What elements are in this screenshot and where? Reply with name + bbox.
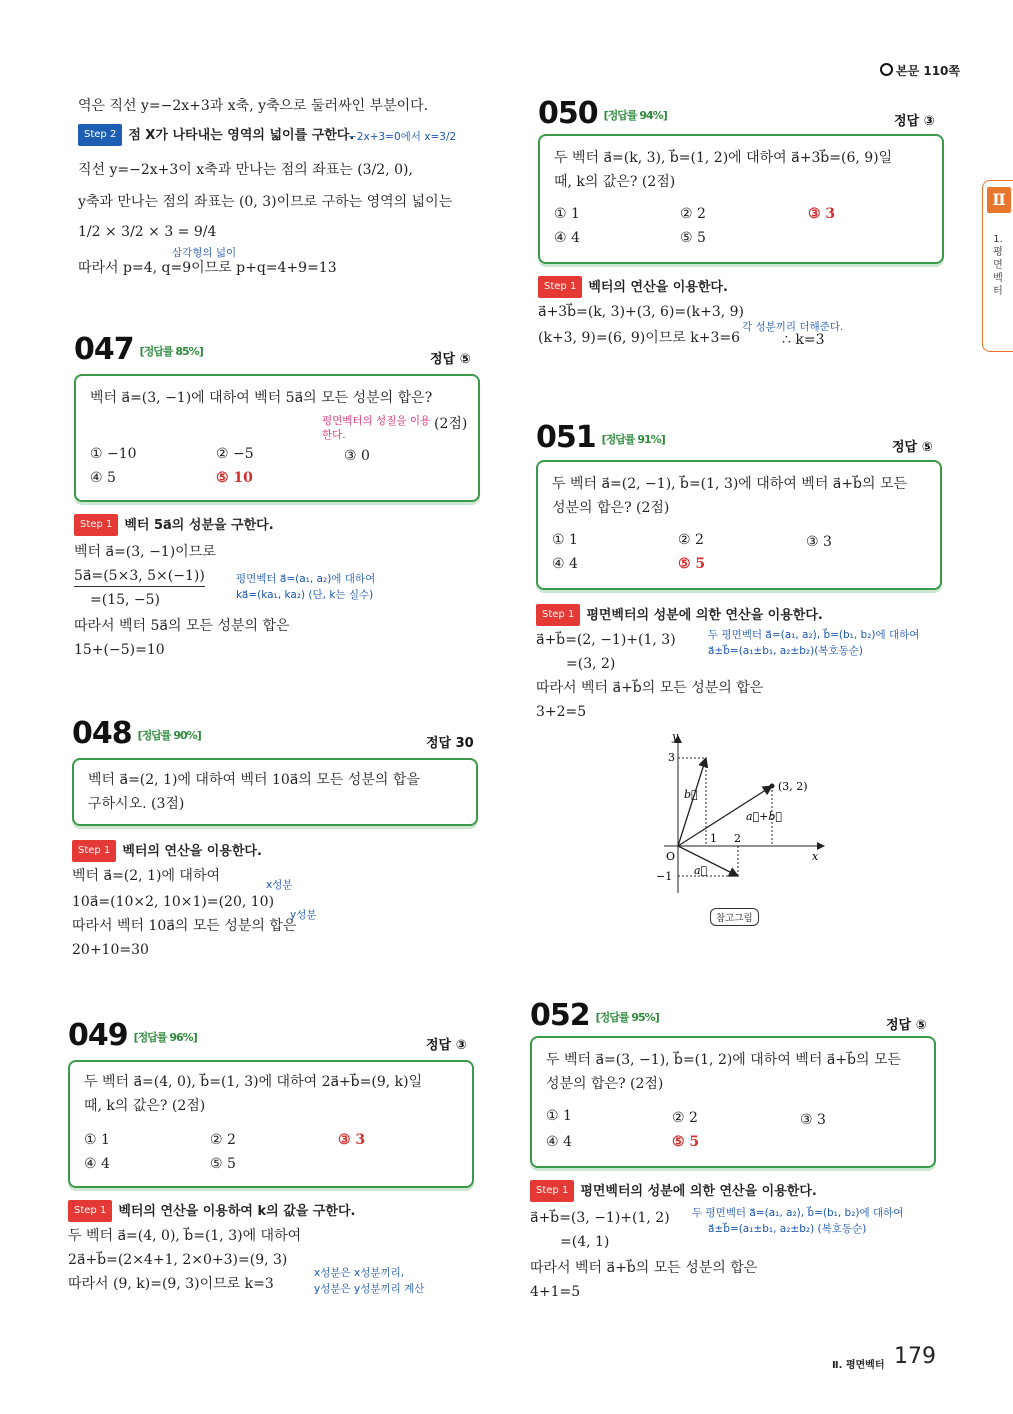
step-row xyxy=(530,1180,817,1202)
step-text: 평면벡터의 성분에 의한 연산을 이용한다. xyxy=(580,1184,817,1199)
step-text: 벡터의 연산을 이용하여 k의 값을 구한다. xyxy=(118,1204,356,1219)
step-row xyxy=(538,276,728,298)
question-text-2: 성분의 합은? (2점) xyxy=(546,1076,664,1092)
step-badge: Step 1 xyxy=(530,1180,574,1202)
question-text-1: 두 벡터 a⃗=(4, 0), b⃗=(1, 3)에 대하여 2a⃗+b⃗=(9, k)일 xyxy=(84,1074,423,1090)
sol-line2b: ∴ k=3 xyxy=(782,332,825,348)
point-3-2 xyxy=(770,784,775,789)
question-text-2: 구하시오. (3점) xyxy=(88,796,185,812)
tl-line4: 1/2 × 3/2 × 3 = 9/4 xyxy=(78,224,217,240)
vector-b xyxy=(678,758,706,846)
sol-line5: 15+(−5)=10 xyxy=(74,642,165,658)
choice-2[interactable]: ② 2 xyxy=(672,1110,698,1126)
correct-rate: [정답률 96%] xyxy=(133,1030,197,1044)
tick-2: 2 xyxy=(734,832,741,845)
label-x: x xyxy=(812,850,819,863)
sol-line1: a⃗+b⃗=(2, −1)+(1, 3) xyxy=(536,632,676,648)
sol-line3: 따라서 벡터 10a⃗의 모든 성분의 합은 xyxy=(72,918,297,934)
step-badge: Step 1 xyxy=(538,276,582,298)
choice-2[interactable]: ② 2 xyxy=(680,206,706,222)
choice-5[interactable]: ⑤ 5 xyxy=(680,230,706,246)
sol-line4: 4+1=5 xyxy=(530,1284,581,1300)
question-text-2: 때, k의 값은? (2점) xyxy=(84,1098,206,1114)
sol-line2: =(4, 1) xyxy=(560,1234,610,1250)
step-text: 벡터의 연산을 이용한다. xyxy=(122,844,262,859)
correct-rate: [정답률 95%] xyxy=(595,1010,659,1024)
vector-a xyxy=(678,846,738,876)
tl-line4-note: 삼각형의 넓이 xyxy=(172,247,237,259)
answer: 정답 ⑤ xyxy=(430,352,471,367)
question-text-1: 두 벡터 a⃗=(2, −1), b⃗=(1, 3)에 대하여 벡터 a⃗+b⃗의 모든 xyxy=(552,476,908,492)
sol-note1: x성분은 x성분끼리, xyxy=(314,1267,405,1279)
choice-4[interactable]: ④ 4 xyxy=(84,1156,110,1172)
sol-line2: 2a⃗+b⃗=(2×4+1, 2×0+3)=(9, 3) xyxy=(68,1252,288,1268)
choice-5-correct[interactable]: ⑤ 5 xyxy=(672,1134,700,1150)
question-text-1: 벡터 a⃗=(2, 1)에 대하여 벡터 10a⃗의 모든 성분의 합을 xyxy=(88,772,420,788)
step-row xyxy=(536,604,823,626)
chapter-roman: Ⅱ xyxy=(987,187,1011,213)
chapter-side-tab[interactable] xyxy=(982,180,1013,352)
correct-rate: [정답률 91%] xyxy=(601,432,665,446)
sol-line1: 벡터 a⃗=(2, 1)에 대하여 xyxy=(72,868,220,884)
sol-note2: y성분은 y성분끼리 계산 xyxy=(314,1283,425,1295)
question-points: (2점) xyxy=(434,416,468,432)
choice-1[interactable]: ① 1 xyxy=(84,1132,110,1148)
chapter-vertical-text: 1. 평면벡터 xyxy=(993,234,1003,297)
tl-step2 xyxy=(78,124,354,146)
question-box xyxy=(536,460,942,590)
question-box xyxy=(74,374,480,502)
question-number: 050 [정답률 94%] xyxy=(538,96,667,131)
question-text-1: 두 벡터 a⃗=(k, 3), b⃗=(1, 2)에 대하여 a⃗+3b⃗=(6, 9)일 xyxy=(554,150,893,166)
sol-line2: 10a⃗=(10×2, 10×1)=(20, 10) xyxy=(72,894,275,910)
choice-3-correct[interactable]: ③ 3 xyxy=(808,206,836,222)
choice-5-correct[interactable]: ⑤ 5 xyxy=(678,556,706,572)
reference-figure xyxy=(644,728,844,898)
choice-3[interactable]: ③ 3 xyxy=(800,1112,826,1128)
choice-1[interactable]: ① −10 xyxy=(90,446,137,462)
question-box xyxy=(530,1036,936,1168)
sol-line3: 따라서 벡터 a⃗+b⃗의 모든 성분의 합은 xyxy=(530,1260,758,1276)
sol-note1: 두 평면벡터 a⃗=(a₁, a₂), b⃗=(b₁, b₂)에 대하여 xyxy=(692,1207,904,1219)
hint-note: 평면벡터의 성질을 이용한다. xyxy=(322,415,431,441)
tl-line2: 직선 y=−2x+3이 x축과 만나는 점의 좌표는 (3/2, 0), xyxy=(78,162,413,178)
tick-1: 1 xyxy=(710,832,717,845)
question-number: 049 [정답률 96%] xyxy=(68,1018,197,1053)
label-origin: O xyxy=(666,850,676,863)
note-y-component: y성분 xyxy=(290,909,317,921)
choice-1[interactable]: ① 1 xyxy=(554,206,580,222)
tick-3: 3 xyxy=(668,751,675,764)
tl-step-note: −2x+3=0에서 x=3/2 xyxy=(348,131,457,143)
sol-line2: =(3, 2) xyxy=(566,656,616,672)
answer: 정답 30 xyxy=(426,736,474,751)
choice-4[interactable]: ④ 4 xyxy=(546,1134,572,1150)
label-vec-b: b⃗ xyxy=(684,788,698,801)
choice-3[interactable]: ③ 3 xyxy=(806,534,832,550)
correct-rate: [정답률 94%] xyxy=(603,108,667,122)
answer: 정답 ⑤ xyxy=(886,1018,927,1033)
sol-line2: 5a⃗=(5×3, 5×(−1)) xyxy=(74,566,205,587)
choice-1[interactable]: ① 1 xyxy=(552,532,578,548)
sol-note2: a⃗±b⃗=(a₁±b₁, a₂±b₂) (복호동순) xyxy=(708,1223,867,1235)
question-number: 052 [정답률 95%] xyxy=(530,998,659,1033)
step-text: 벡터의 연산을 이용한다. xyxy=(588,280,728,295)
sol-note: 각 성분끼리 더해준다. xyxy=(742,321,844,333)
step-row xyxy=(74,514,274,536)
choice-5-correct[interactable]: ⑤ 10 xyxy=(216,470,253,486)
step-badge: Step 1 xyxy=(74,514,118,536)
choice-3[interactable]: ③ 0 xyxy=(344,448,370,464)
step-text: 벡터 5a⃗의 성분을 구한다. xyxy=(124,518,274,533)
figure-caption: 참고그림 xyxy=(710,908,759,926)
choice-1[interactable]: ① 1 xyxy=(546,1108,572,1124)
step-text: 평면벡터의 성분에 의한 연산을 이용한다. xyxy=(586,608,823,623)
question-number: 048 [정답률 90%] xyxy=(72,716,201,751)
question-box xyxy=(72,758,478,826)
sol-note1: 두 평면벡터 a⃗=(a₁, a₂), b⃗=(b₁, b₂)에 대하여 xyxy=(708,629,920,641)
choice-2[interactable]: ② −5 xyxy=(216,446,254,462)
step-text: 점 X가 나타내는 영역의 넓이를 구한다. xyxy=(128,128,355,143)
sol-note2: a⃗±b⃗=(a₁±b₁, a₂±b₂)(복호동순) xyxy=(708,645,863,657)
circle-icon xyxy=(880,63,893,76)
page-ref xyxy=(880,62,960,79)
page-ref-text: 본문 110쪽 xyxy=(896,64,961,78)
sol-line1: 두 벡터 a⃗=(4, 0), b⃗=(1, 3)에 대하여 xyxy=(68,1228,302,1244)
sol-note1: 평면벡터 a⃗=(a₁, a₂)에 대하여 xyxy=(236,573,376,585)
step-badge: Step 2 xyxy=(78,124,122,146)
label-vec-a: a⃗ xyxy=(694,864,708,877)
step-badge: Step 1 xyxy=(536,604,580,626)
choice-4[interactable]: ④ 4 xyxy=(552,556,578,572)
note-x-component: x성분 xyxy=(266,879,293,891)
sol-line4: 3+2=5 xyxy=(536,704,587,720)
correct-rate: [정답률 85%] xyxy=(139,344,203,358)
answer: 정답 ③ xyxy=(426,1038,467,1053)
step-badge: Step 1 xyxy=(68,1200,112,1222)
choice-4[interactable]: ④ 5 xyxy=(90,470,116,486)
question-text-2: 성분의 합은? (2점) xyxy=(552,500,670,516)
page-number: 179 xyxy=(894,1344,936,1369)
sol-line1: a⃗+3b⃗=(k, 3)+(3, 6)=(k+3, 9) xyxy=(538,304,745,320)
choice-2[interactable]: ② 2 xyxy=(678,532,704,548)
question-number: 047 [정답률 85%] xyxy=(74,332,203,367)
sol-line1: a⃗+b⃗=(3, −1)+(1, 2) xyxy=(530,1210,670,1226)
label-point: (3, 2) xyxy=(778,780,808,793)
choice-5[interactable]: ⑤ 5 xyxy=(210,1156,236,1172)
sol-line3: =(15, −5) xyxy=(90,592,161,608)
sol-line1: 벡터 a⃗=(3, −1)이므로 xyxy=(74,544,216,560)
tl-line3: y축과 만나는 점의 좌표는 (0, 3)이므로 구하는 영역의 넓이는 xyxy=(78,194,453,210)
question-text: 벡터 a⃗=(3, −1)에 대하여 벡터 5a⃗의 모든 성분의 합은? xyxy=(90,390,433,406)
tick-minus1: −1 xyxy=(656,870,673,883)
correct-rate: [정답률 90%] xyxy=(137,728,201,742)
question-text-1: 두 벡터 a⃗=(3, −1), b⃗=(1, 2)에 대하여 벡터 a⃗+b⃗의 모든 xyxy=(546,1052,902,1068)
choice-3-correct[interactable]: ③ 3 xyxy=(338,1132,366,1148)
question-number: 051 [정답률 91%] xyxy=(536,420,665,455)
step-badge: Step 1 xyxy=(72,840,116,862)
tl-line5: 따라서 p=4, q=9이므로 p+q=4+9=13 xyxy=(78,260,337,276)
choice-2[interactable]: ② 2 xyxy=(210,1132,236,1148)
sol-line2: (k+3, 9)=(6, 9)이므로 k+3=6 xyxy=(538,330,741,346)
question-box xyxy=(538,134,944,264)
question-box xyxy=(68,1060,474,1188)
sol-note2: ka⃗=(ka₁, ka₂) (단, k는 실수) xyxy=(236,589,374,601)
sol-line3: 따라서 벡터 a⃗+b⃗의 모든 성분의 합은 xyxy=(536,680,764,696)
footer-section: Ⅱ. 평면벡터 xyxy=(832,1360,885,1371)
tl-line1: 역은 직선 y=−2x+3과 x축, y축으로 둘러싸인 부분이다. xyxy=(78,98,429,114)
sol-line3: 따라서 (9, k)=(9, 3)이므로 k=3 xyxy=(68,1276,274,1292)
question-text-2: 때, k의 값은? (2점) xyxy=(554,174,676,190)
answer: 정답 ⑤ xyxy=(892,440,933,455)
step-row xyxy=(72,840,262,862)
sol-line4: 20+10=30 xyxy=(72,942,149,958)
label-vec-sum: a⃗+b⃗ xyxy=(746,810,783,823)
choice-4[interactable]: ④ 4 xyxy=(554,230,580,246)
step-row xyxy=(68,1200,355,1222)
sol-line4: 따라서 벡터 5a⃗의 모든 성분의 합은 xyxy=(74,618,290,634)
label-y: y xyxy=(672,730,679,743)
answer: 정답 ③ xyxy=(894,114,935,129)
